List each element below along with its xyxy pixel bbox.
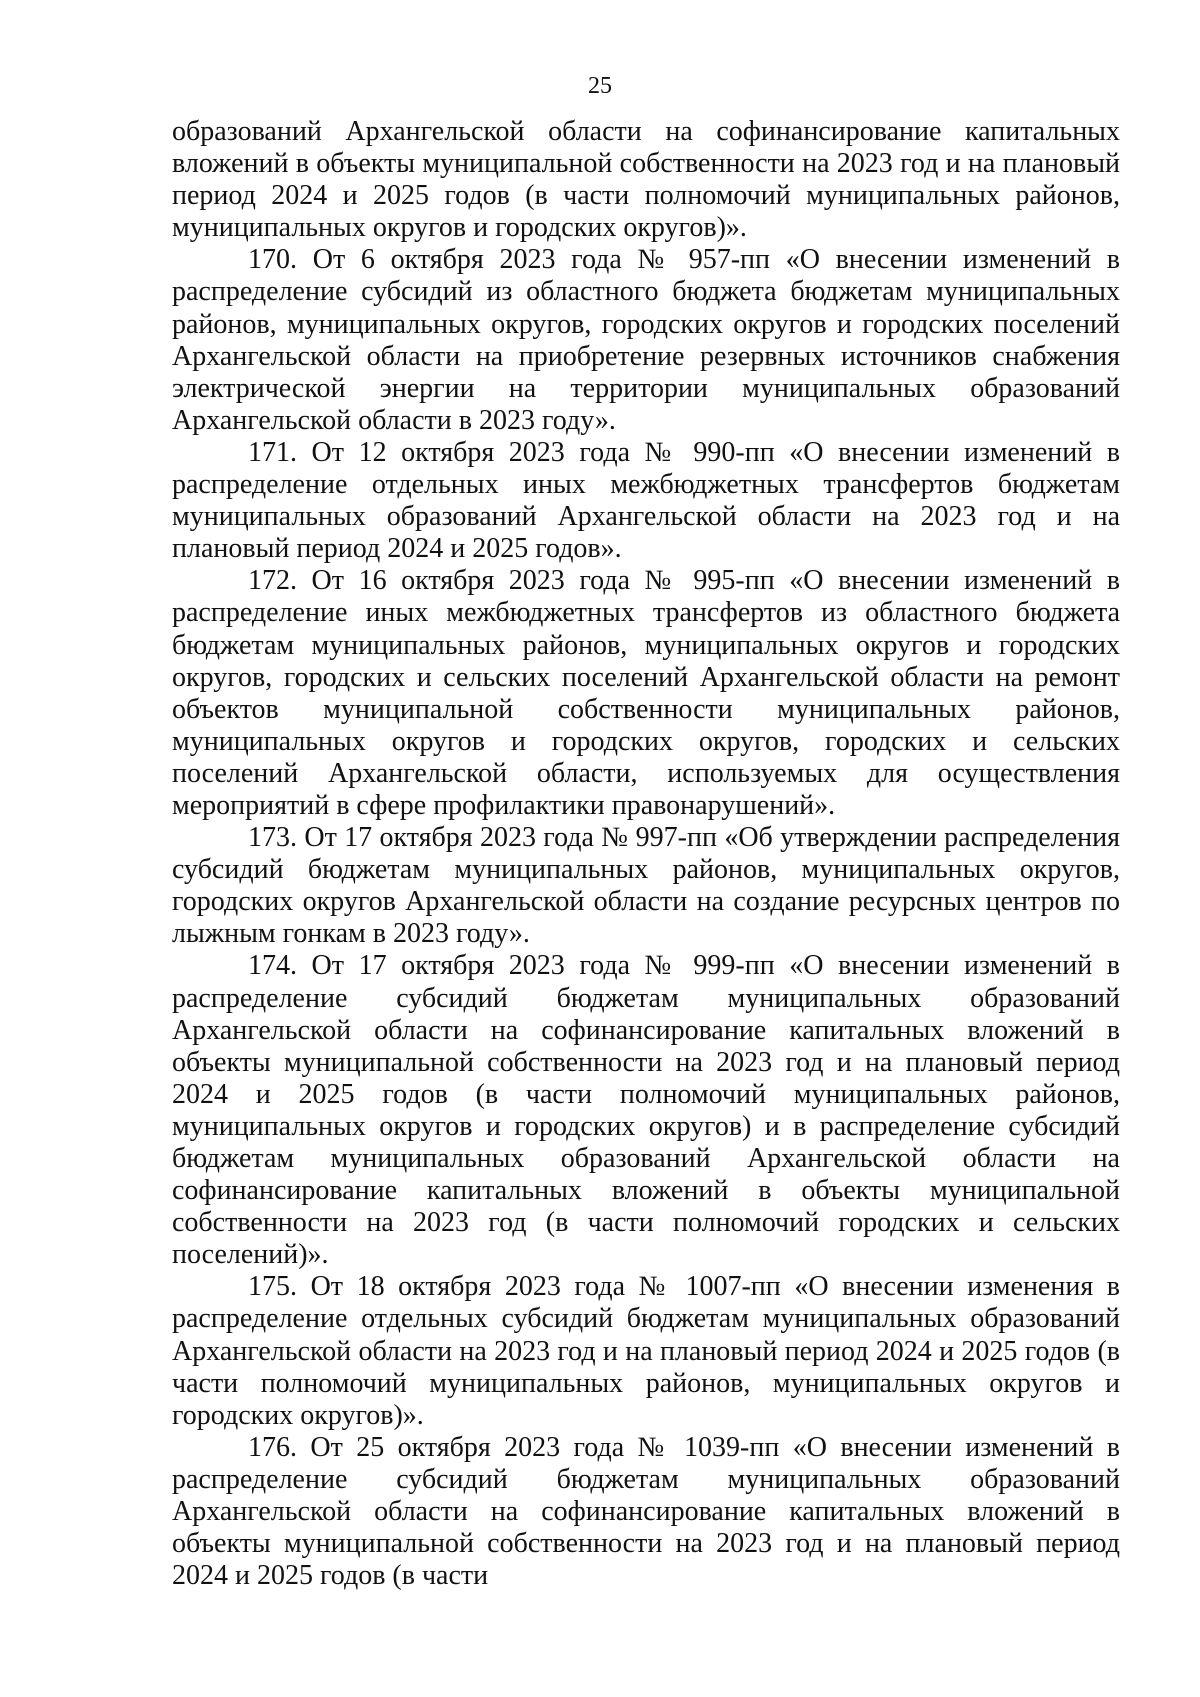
document-body [172,116,1120,1592]
list-item-172: 172. От 16 октября 2023 года № 995-пп «О внесении изменений в распределение иных межбюджетных трансфертов из областного бюджета бюджетам муниципальных районов, муниципальных округов и городских округов, городских и сельских поселений Архангельской области на ремонт объектов муниципальной собственности муниципальных районов, муниципальных округов и городских округов, городских и сельских поселений Архангельской области, используемых для осуществления мероприятий в сфере профилактики правонарушений». [172,565,1120,821]
list-item-174: 174. От 17 октября 2023 года № 999-пп «О внесении изменений в распределение субсидий бюджетам муниципальных образований Архангельской области на софинансирование капитальных вложений в объекты муниципальной собственности на 2023 год и на плановый период 2024 и 2025 годов (в части полномочий муниципальных районов, муниципальных округов и городских округов) и в распределение субсидий бюджетам муниципальных образований Архангельской области на софинансирование капитальных вложений в объекты муниципальной собственности на 2023 год (в части полномочий городских и сельских поселений)». [172,950,1120,1271]
list-item-176: 176. От 25 октября 2023 года № 1039-пп «О внесении изменений в распределение субсидий бюджетам муниципальных образований Архангельской области на софинансирование капитальных вложений в объекты муниципальной собственности на 2023 год и на плановый период 2024 и 2025 годов (в части [172,1431,1120,1592]
page-number: 25 [588,73,612,99]
list-item-175: 175. От 18 октября 2023 года № 1007-пп «О внесении изменения в распределение отдельных субсидий бюджетам муниципальных образований Архангельской области на 2023 год и на плановый период 2024 и 2025 годов (в части полномочий муниципальных районов, муниципальных округов и городских округов)». [172,1271,1120,1431]
list-item-170: 170. От 6 октября 2023 года № 957-пп «О внесении изменений в распределение субсидий из областного бюджета бюджетам муниципальных районов, муниципальных округов, городских округов и городских поселений Архангельской области на приобретение резервных источников снабжения электрической энергии на территории муниципальных образований Архангельской области в 2023 году». [172,244,1120,436]
list-item-171: 171. От 12 октября 2023 года № 990-пп «О внесении изменений в распределение отдельных иных межбюджетных трансфертов бюджетам муниципальных образований Архангельской области на 2023 год и на плановый период 2024 и 2025 годов». [172,436,1120,565]
continuation-paragraph: образований Архангельской области на софинансирование капитальных вложений в объекты муниципальной собственности на 2023 год и на плановый период 2024 и 2025 годов (в части полномочий муниципальных районов, муниципальных округов и городских округов)». [172,116,1120,244]
list-item-173: 173. От 17 октября 2023 года № 997-пп «Об утверждении распределения субсидий бюджетам муниципальных районов, муниципальных округов, городских округов Архангельской области на создание ресурсных центров по лыжным гонкам в 2023 году». [172,822,1120,950]
